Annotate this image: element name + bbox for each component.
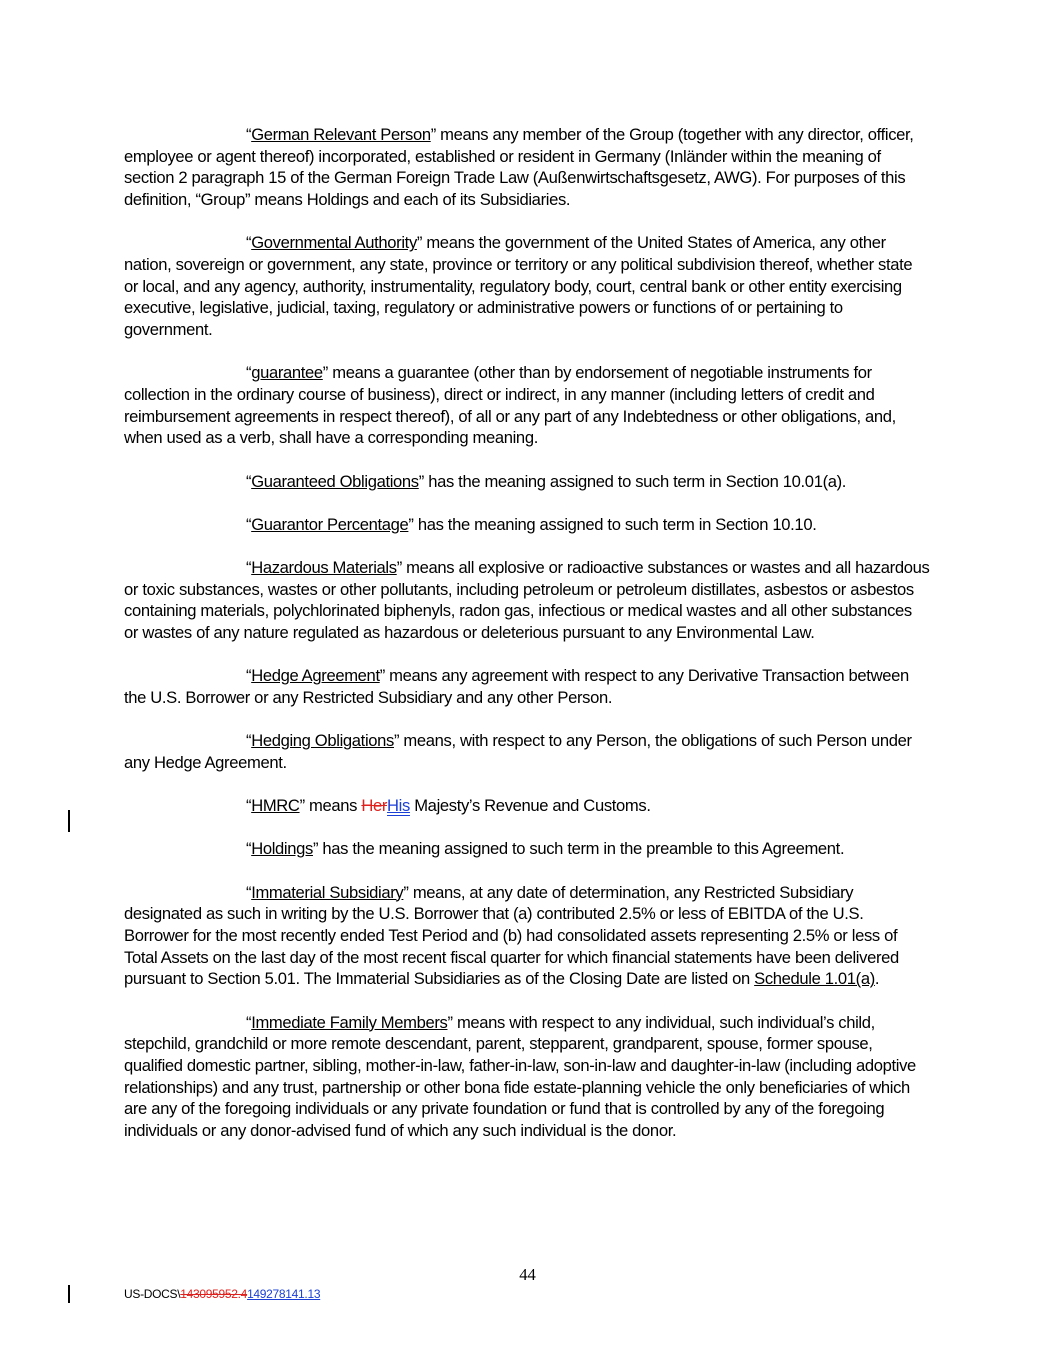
footer-deleted-id: 143095952.4 — [180, 1287, 248, 1301]
defined-term: Immediate Family Members — [251, 1012, 448, 1032]
defined-term: German Relevant Person — [251, 125, 431, 144]
definition-paragraph: “Hazardous Materials” means all explosive or radioactive substances or wastes and all hazardous or toxic substances, wastes or other pollutants, including petroleum or petroleum distillates, asbestos or asbestos containing materials, polychlorinated biphenyls, radon gas, infectious or medical wastes and all other substances or wastes of any nature regulated as hazardous or deleterious pursuant to any Environmental Law. — [124, 558, 930, 643]
definition-paragraph: “Hedging Obligations” means, with respect to any Person, the obligations of such Person under any Hedge Agreement. — [124, 731, 912, 772]
definition-paragraph-hmrc: “HMRC” means HerHis Majesty’s Revenue and Customs. — [246, 796, 651, 816]
tracked-insertion: His — [387, 796, 410, 816]
definitions-body — [124, 124, 930, 1163]
change-bar-footer — [68, 1285, 70, 1303]
definition-paragraph: “Immediate Family Members” means with respect to any individual, such individual’s child, stepchild, grandchild or more remote descendant, parent, stepparent, grandparent, spouse, former spouse, qualified domestic partner, sibling, mother-in-law, father-in-law, son-in-law and daughter-in-law (including adoptive relationships) and any trust, partnership or other bona fide estate-planning vehicle the only beneficiaries of which are any of the foregoing individuals or any private foundation or fund that is controlled by any of the foregoing individuals or any donor-advised fund of which any such individual is the donor. — [124, 1012, 916, 1141]
defined-term: Hedge Agreement — [251, 666, 380, 686]
schedule-reference: Schedule 1.01(a) — [754, 969, 875, 989]
defined-term: Hazardous Materials — [251, 558, 397, 578]
defined-term: Governmental Authority — [251, 233, 417, 253]
document-id-footer: US-DOCS\143095952.4149278141.13 — [124, 1287, 321, 1301]
change-bar-hmrc — [68, 810, 70, 832]
definition-paragraph: “Governmental Authority” means the government of the United States of America, any other nation, sovereign or government, any state, province or territory or any political subdivision thereof, whether state or local, and any agency, authority, instrumentality, regulatory body, court, central bank or other entity exercising executive, legislative, judicial, taxing, regulatory or administrative powers or functions of or pertaining to government. — [124, 233, 913, 340]
definition-paragraph: “Guarantor Percentage” has the meaning assigned to such term in Section 10.10. — [246, 514, 817, 534]
defined-term: Holdings — [251, 839, 313, 859]
defined-term: HMRC — [251, 796, 300, 816]
footer-inserted-id: 149278141.13 — [247, 1287, 321, 1301]
defined-term: Guarantor Percentage — [251, 514, 409, 534]
tracked-deletion: Her — [361, 796, 388, 816]
page-number: 44 — [519, 1265, 536, 1284]
definition-paragraph: “guarantee” means a guarantee (other than by endorsement of negotiable instruments for collection in the ordinary course of business), direct or indirect, in any manner (including letters of credit and reimbursement agreements in respect thereof), of all or any part of any Indebtedness or other obligations, and, when used as a verb, shall have a corresponding meaning. — [124, 363, 896, 448]
definition-paragraph: “Hedge Agreement” means any agreement with respect to any Derivative Transaction between the U.S. Borrower or any Restricted Subsidiary and any other Person. — [124, 666, 909, 708]
defined-term: Guaranteed Obligations — [251, 471, 419, 491]
defined-term: guarantee — [251, 363, 323, 383]
defined-term: Hedging Obligations — [251, 731, 394, 751]
definition-paragraph: “Holdings” has the meaning assigned to such term in the preamble to this Agreement. — [246, 839, 845, 859]
definition-paragraph: “German Relevant Person” means any member of the Group (together with any director, officer, employee or agent thereof) incorporated, established or resident in Germany (Inländer within the meaning of section 2 paragraph 15 of the German Foreign Trade Law (Außenwirtschaftsgesetz, AWG). For purposes of this definition, “Group” means Holdings and each of its Subsidiaries. — [124, 125, 914, 210]
defined-term: Immaterial Subsidiary — [251, 882, 404, 902]
definition-paragraph: “Guaranteed Obligations” has the meaning assigned to such term in Section 10.01(a). — [246, 471, 847, 491]
definition-paragraph-immaterial: “Immaterial Subsidiary” means, at any date of determination, any Restricted Subsidiary designated as such in writing by the U.S. Borrower that (a) contributed 2.5% or less of EBITDA of the U.S. Borrower for the most recently ended Test Period and (b) had consolidated assets representing 2.5% or less of Total Assets on the last day of the most recent fiscal quarter for which financial statements have been delivered pursuant to Section 5.01. The Immaterial Subsidiaries as of the Closing Date are listed on Schedule 1.01(a). — [124, 882, 899, 989]
